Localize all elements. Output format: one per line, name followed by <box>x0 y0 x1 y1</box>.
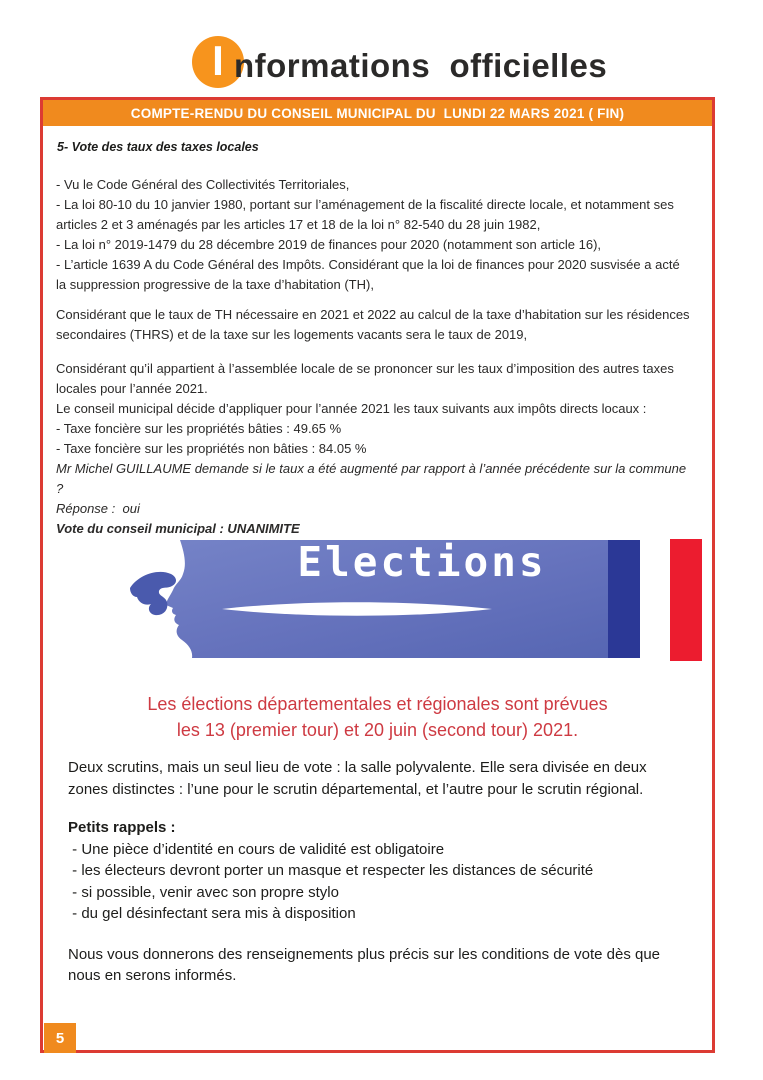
masthead-title: nformations officielles <box>234 47 608 84</box>
answer-line: Réponse : oui <box>56 501 140 516</box>
banner-dark-blue-stripe <box>608 540 640 658</box>
reminders-title: Petits rappels : <box>68 819 176 836</box>
section-heading: 5- Vote des taux des taxes locales <box>57 140 259 154</box>
page-number: 5 <box>55 1029 65 1047</box>
announcement-line-2: les 13 (premier tour) et 20 juin (second tour) 2021. <box>176 720 579 740</box>
elections-details-text <box>68 757 682 987</box>
voting-location-paragraph: Deux scrutins, mais un seul lieu de vote : la salle polyvalente. Elle sera divisée en deux zones distinctes : l’une pour le scrutin départemental, et l’autre pour le scrutin régional. <box>68 759 647 798</box>
consideration-line: - Vu le Code Général des Collectivités Territoriales, <box>56 177 350 192</box>
consideration-line: - La loi 80-10 du 10 janvier 1980, portant sur l’aménagement de la fiscalité directe locale, et notamment ses articles 2 et 3 aménagés par les articles 17 et 18 de la loi n° 82-540 du 28 juin 1982, <box>56 197 674 232</box>
further-info-paragraph: Nous vous donnerons des renseignements plus précis sur les conditions de vote dès que nous en serons informés. <box>68 945 661 984</box>
page-number-badge <box>44 1023 76 1053</box>
vote-result-line: Vote du conseil municipal : UNANIMITE <box>56 521 300 536</box>
paragraph-th: Considérant que le taux de TH nécessaire en 2021 et 2022 au calcul de la taxe d’habitation sur les résidences secondaires (THRS) et de la taxe sur les logements vacants sera le taux de 2019, <box>56 307 690 342</box>
paragraph-assemblee: Considérant qu’il appartient à l’assemblée locale de se prononcer sur les taux d’imposition des autres taxes locales pour l’année 2021. <box>56 361 674 396</box>
council-report-title: COMPTE-RENDU DU CONSEIL MUNICIPAL DU LUNDI 22 MARS 2021 ( FIN) <box>130 105 625 121</box>
banner-elections-wordmark: Elections <box>297 538 547 586</box>
reminder-item: - si possible, venir avec son propre stylo <box>68 883 339 901</box>
reminder-item: - du gel désinfectant sera mis à disposition <box>68 905 356 922</box>
question-line: Mr Michel GUILLAUME demande si le taux a été augmenté par rapport à l’année précédente sur la commune ? <box>56 461 690 496</box>
consideration-line: - L’article 1639 A du Code Général des Impôts. Considérant que la loi de finances pour 2020 susvisée a acté la suppression progressive de la taxe d’habitation (TH), <box>56 257 680 292</box>
council-report-header-bar <box>43 100 712 126</box>
tax-rate-line: - Taxe foncière sur les propriétés bâties : 49.65 % <box>56 421 342 436</box>
elections-banner-image <box>122 536 707 678</box>
masthead-initial: I <box>212 37 224 84</box>
tax-rate-line: - Taxe foncière sur les propriétés non bâties : 84.05 % <box>56 441 367 456</box>
elections-announcement <box>40 691 715 743</box>
paragraph-decision: Le conseil municipal décide d’appliquer pour l’année 2021 les taux suivants aux impôts directs locaux : <box>56 401 647 416</box>
reminder-item: - Une pièce d’identité en cours de validité est obligatoire <box>68 840 445 858</box>
newsletter-masthead <box>192 36 607 88</box>
announcement-line-1: Les élections départementales et régionales sont prévues <box>147 694 608 714</box>
council-minutes-text <box>56 175 692 539</box>
reminder-item: - les électeurs devront porter un masque et respecter les distances de sécurité <box>68 862 594 879</box>
consideration-line: - La loi n° 2019-1479 du 28 décembre 2019 de finances pour 2020 (notamment son article 16), <box>56 237 602 252</box>
banner-red-stripe <box>670 539 702 661</box>
